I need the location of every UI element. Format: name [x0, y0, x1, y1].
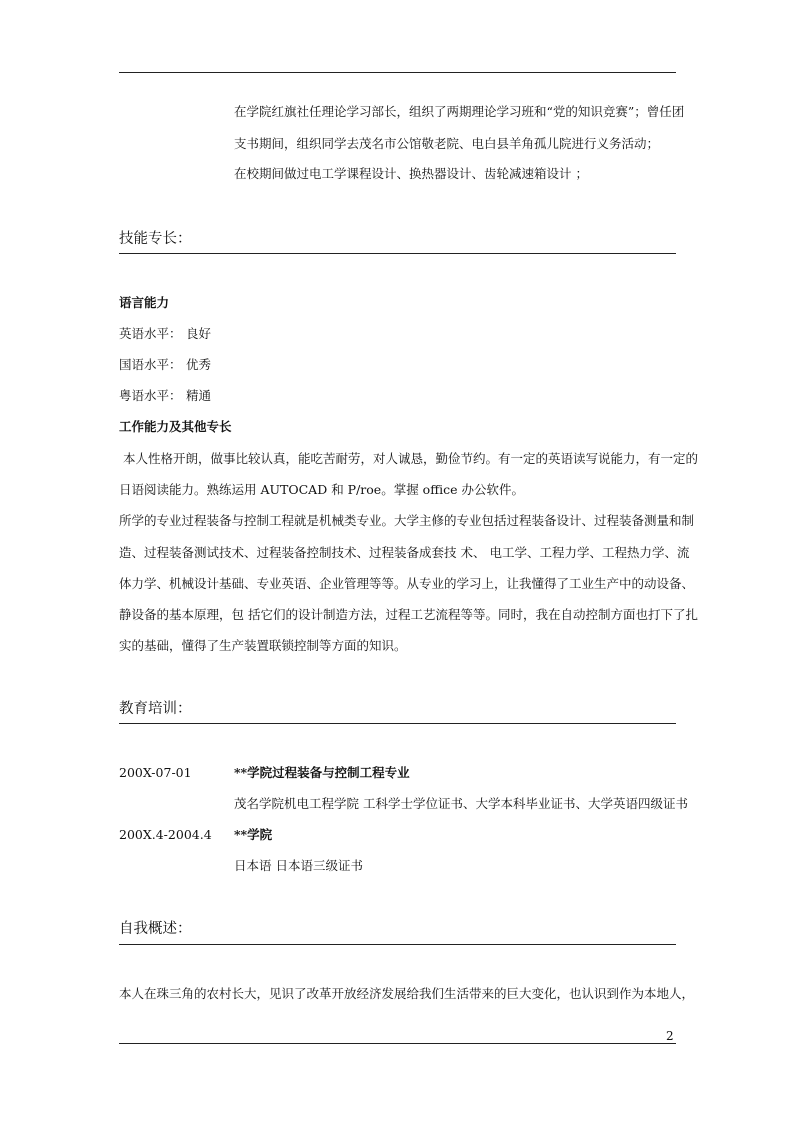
language-label-english: 英语水平： — [119, 326, 182, 341]
education-detail-2: 日本语 日本语三级证书 — [234, 858, 363, 873]
education-heading: 教育培训： — [119, 701, 192, 717]
language-value-cantonese: 精通 — [186, 388, 212, 403]
language-value-mandarin: 优秀 — [186, 357, 212, 372]
self-heading: 自我概述： — [119, 921, 192, 937]
language-title: 语言能力 — [119, 295, 170, 310]
work-line-7: 实的基础，懂得了生产装置联锁控制等方面的知识。 — [119, 638, 407, 653]
work-line-5: 体力学、机械设计基础、专业英语、企业管理等等。从专业的学习上，让我懂得了工业生产中的动设备、 — [119, 576, 695, 591]
activity-line-1: 在学院红旗社任理论学习部长，组织了两期理论学习班和“党的知识竞赛”；曾任团 — [234, 104, 685, 119]
skills-rule — [119, 253, 676, 254]
skills-heading: 技能专长： — [119, 231, 192, 247]
language-label-cantonese: 粤语水平： — [119, 388, 182, 403]
work-line-3: 所学的专业过程装备与控制工程就是机械类专业。大学主修的专业包括过程装备设计、过程装备测量和制 — [119, 513, 695, 528]
education-date-1: 200X-07-01 — [119, 765, 192, 780]
language-value-english: 良好 — [186, 326, 212, 341]
self-text: 本人在珠三角的农村长大，见识了改革开放经济发展给我们生活带来的巨大变化，也认识到作为本地人， — [119, 986, 695, 1001]
page-number: 2 — [666, 1029, 674, 1043]
education-detail-1: 茂名学院机电工程学院 工科学士学位证书、大学本科毕业证书、大学英语四级证书 — [234, 796, 688, 811]
language-label-mandarin: 国语水平： — [119, 357, 182, 372]
education-rule — [119, 723, 676, 724]
self-rule — [119, 944, 676, 945]
work-line-6: 静设备的基本原理，包 括它们的设计制造方法，过程工艺流程等等。同时，我在自动控制方面也打下了扎 — [119, 607, 698, 622]
activity-line-2: 支书期间，组织同学去茂名市公馆敬老院、电白县羊角孤儿院进行义务活动； — [234, 136, 660, 151]
work-title: 工作能力及其他专长 — [119, 419, 232, 434]
work-line-1: 本人性格开朗，做事比较认真，能吃苦耐劳，对人诚恳，勤俭节约。有一定的英语读写说能力，有一定的 — [123, 451, 699, 466]
top-rule — [119, 72, 676, 73]
work-line-2: 日语阅读能力。熟练运用 AUTOCAD 和 P/roe。掌握 office 办公软件。 — [119, 482, 524, 497]
education-school-2: **学院 — [234, 827, 273, 842]
footer-rule — [119, 1043, 676, 1044]
activity-line-3: 在校期间做过电工学课程设计、换热器设计、齿轮减速箱设计 ； — [234, 166, 588, 181]
work-line-4: 造、过程装备测试技术、过程装备控制技术、过程装备成套技 术、 电工学、工程力学、工程热力学、流 — [119, 545, 690, 560]
education-date-2: 200X.4-2004.4 — [119, 827, 212, 842]
education-school-1: **学院过程装备与控制工程专业 — [234, 765, 410, 780]
